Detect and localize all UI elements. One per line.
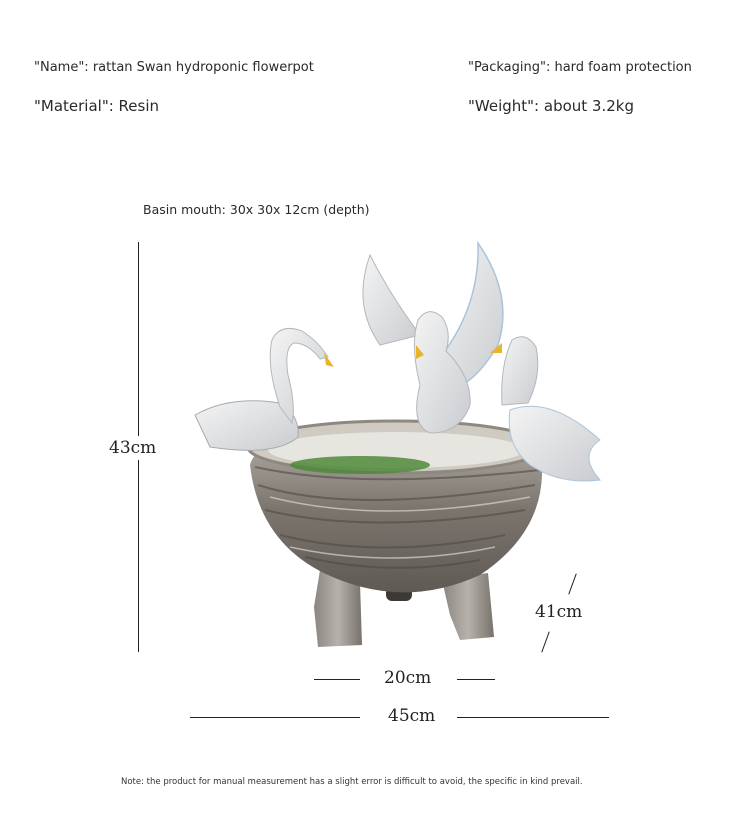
base-width-label: 20cm	[384, 668, 432, 688]
base-width-line-left	[314, 679, 360, 680]
height-label: 43cm	[109, 438, 157, 458]
measurement-note: Note: the product for manual measurement has a slight error is difficult to avoid, the specific in kind prevail.	[121, 777, 583, 787]
swan-flowerpot-image	[180, 235, 620, 655]
spec-weight: "Weight": about 3.2kg	[468, 97, 634, 115]
base-width-line-right	[457, 679, 495, 680]
spec-material: "Material": Resin	[34, 97, 160, 115]
total-width-line-right	[457, 717, 609, 718]
basin-mouth-label: Basin mouth: 30x 30x 12cm (depth)	[143, 202, 370, 217]
depth-label: 41cm	[535, 602, 583, 622]
total-width-line-left	[190, 717, 360, 718]
spec-packaging: "Packaging": hard foam protection	[468, 60, 692, 75]
total-width-label: 45cm	[388, 706, 436, 726]
spec-name: "Name": rattan Swan hydroponic flowerpot	[34, 60, 314, 75]
